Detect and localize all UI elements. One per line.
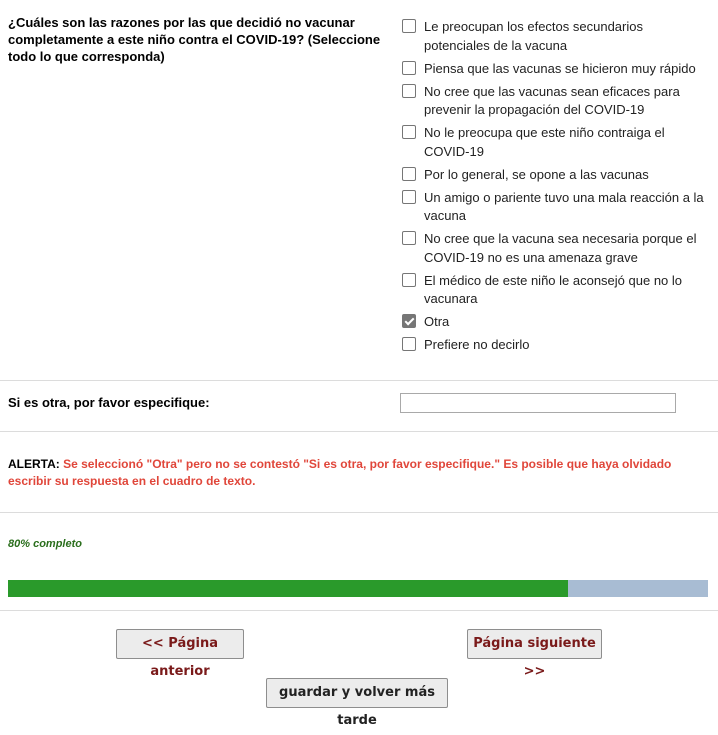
option-label: Otra: [424, 314, 450, 329]
checkbox-checked[interactable]: [402, 314, 416, 328]
option-side-effects[interactable]: [402, 18, 712, 55]
option-label: Piensa que las vacunas se hicieron muy rápido: [424, 60, 696, 76]
checkbox[interactable]: [402, 125, 416, 139]
progress-label: 80% completo: [8, 538, 82, 550]
option-label: Un amigo o pariente tuvo una mala reacción a la vacuna: [424, 189, 704, 223]
option-too-fast[interactable]: [402, 60, 712, 79]
option-label: Por lo general, se opone a las vacunas: [424, 166, 649, 182]
other-specify-label: Si es otra, por favor especifique:: [8, 395, 210, 410]
option-label: Le preocupan los efectos secundarios potenciales de la vacuna: [424, 19, 643, 53]
option-prefer-not-say[interactable]: [402, 336, 712, 355]
alert-prefix: ALERTA:: [8, 457, 60, 471]
previous-page-button[interactable]: << Página anterior: [116, 629, 244, 659]
option-bad-reaction[interactable]: [402, 189, 712, 226]
option-label: El médico de este niño le aconsejó que no lo vacunara: [424, 272, 683, 306]
option-doctor-advised[interactable]: [402, 272, 712, 309]
checkbox[interactable]: [402, 167, 416, 181]
option-label: No cree que las vacunas sean eficaces para prevenir la propagación del COVID-19: [424, 83, 680, 117]
option-label: No cree que la vacuna sea necesaria porque el COVID-19 no es una amenaza grave: [424, 231, 697, 265]
next-page-button[interactable]: Página siguiente >>: [467, 629, 602, 659]
option-opposes-vaccines[interactable]: [402, 166, 712, 185]
option-not-necessary[interactable]: [402, 230, 712, 267]
checkbox[interactable]: [402, 231, 416, 245]
other-specify-row: [0, 381, 718, 432]
alert-row: [0, 432, 718, 513]
progress-fill: [8, 580, 568, 597]
checkbox[interactable]: [402, 84, 416, 98]
alert-body: Se seleccionó "Otra" pero no se contestó "Si es otra, por favor especifique." Es posible que haya olvidado escribir su respuesta en el cuadro de texto.: [8, 457, 672, 488]
save-and-return-button[interactable]: guardar y volver más tarde: [266, 678, 448, 708]
option-not-effective[interactable]: [402, 83, 712, 120]
alert-message: [8, 456, 698, 490]
progress-bar: [8, 580, 708, 597]
other-specify-input[interactable]: [400, 393, 676, 413]
option-label: No le preocupa que este niño contraiga el COVID-19: [424, 125, 665, 159]
checkbox[interactable]: [402, 190, 416, 204]
option-not-worried[interactable]: [402, 124, 712, 161]
options-list: [402, 18, 712, 359]
checkbox[interactable]: [402, 337, 416, 351]
option-other[interactable]: [402, 313, 712, 332]
checkbox[interactable]: [402, 61, 416, 75]
progress-row: [0, 513, 718, 611]
checkbox[interactable]: [402, 273, 416, 287]
option-label: Prefiere no decirlo: [424, 337, 530, 352]
checkbox[interactable]: [402, 19, 416, 33]
question-text: ¿Cuáles son las razones por las que decidió no vacunar completamente a este niño contra el COVID-19? (Seleccione todo lo que corresponda): [8, 15, 381, 64]
